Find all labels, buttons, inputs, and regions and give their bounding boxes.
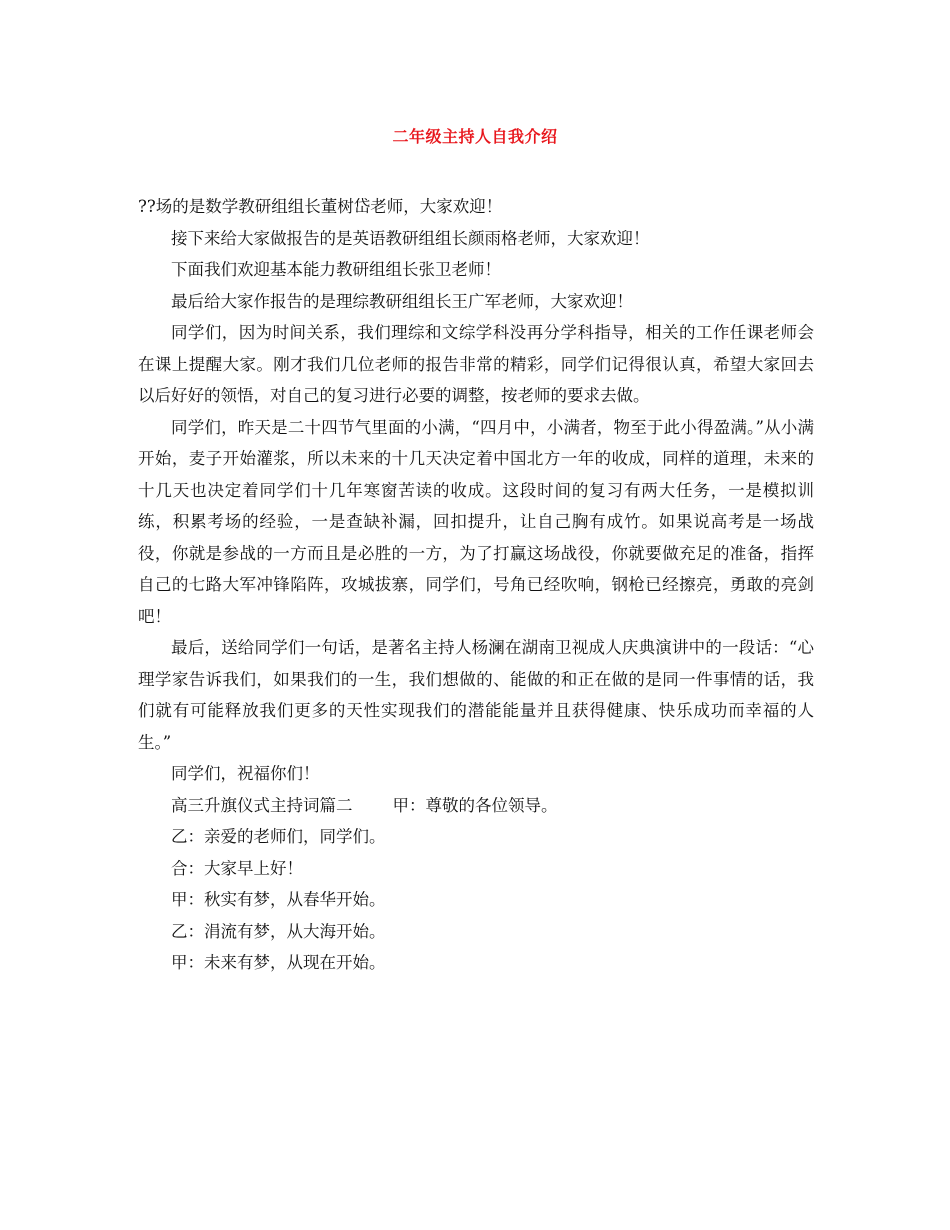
paragraph: 接下来给大家做报告的是英语教研组组长颜雨格老师，大家欢迎！: [171, 228, 650, 248]
paragraph: 最后给大家作报告的是理综教研组组长王广军老师，大家欢迎！: [171, 291, 633, 311]
paragraph: 同学们，祝福你们！: [171, 764, 320, 783]
dialogue-line: 甲：未来有梦，从现在开始。: [171, 953, 386, 972]
paragraph: 下面我们欢迎基本能力教研组组长张卫老师！: [171, 260, 501, 279]
document-title: 二年级主持人自我介绍: [392, 127, 558, 146]
ceremony-line: [138, 790, 814, 822]
ceremony-heading: 高三升旗仪式主持词篇二: [171, 795, 353, 815]
paragraph: 最后，送给同学们一句话，是著名主持人杨澜在湖南卫视成人庆典演讲中的一段话：“心理学家告诉我们，如果我们的一生，我们想做的、能做的和正在做的是同一件事情的话，我们就有可能释放我们更多的天性实现我们的潜能能量并且获得健康、快乐成功而幸福的人生。”: [138, 638, 814, 752]
dialogue-line: 甲：秋实有梦，从春华开始。: [171, 890, 386, 909]
document-body: [138, 191, 814, 979]
paragraph: 同学们，因为时间关系，我们理综和文综学科没再分学科指导，相关的工作任课老师会在课上提醒大家。刚才我们几位老师的报告非常的精彩，同学们记得很认真，希望大家回去以后好好的领悟，对自己的复习进行必要的调整，按老师的要求去做。: [138, 323, 814, 405]
paragraph: 同学们，昨天是二十四节气里面的小满，“四月中，小满者，物至于此小得盈满。”从小满开始，麦子开始灌浆，所以未来的十几天决定着中国北方一年的收成，同样的道理，未来的十几天也决定着同学们十几年寒窗苦读的收成。这段时间的复习有两大任务，一是模拟训练，积累考场的经验，一是查缺补漏，回扣提升，让自己胸有成竹。如果说高考是一场战役，你就是参战的一方而且是必胜的一方，为了打赢这场战役，你就要做充足的准备，指挥自己的七路大军冲锋陷阵，攻城拔寨，同学们，号角已经吹响，钢枪已经擦亮，勇敢的亮剑吧！: [138, 417, 814, 626]
ceremony-first-line: 甲：尊敬的各位领导。: [392, 795, 558, 815]
paragraph: ??场的是数学教研组组长董树岱老师，大家欢迎！: [138, 197, 503, 216]
dialogue-line: 乙：涓流有梦，从大海开始。: [171, 921, 386, 941]
dialogue-line: 合：大家早上好！: [171, 858, 303, 878]
dialogue-line: 乙：亲爱的老师们，同学们。: [171, 827, 386, 846]
